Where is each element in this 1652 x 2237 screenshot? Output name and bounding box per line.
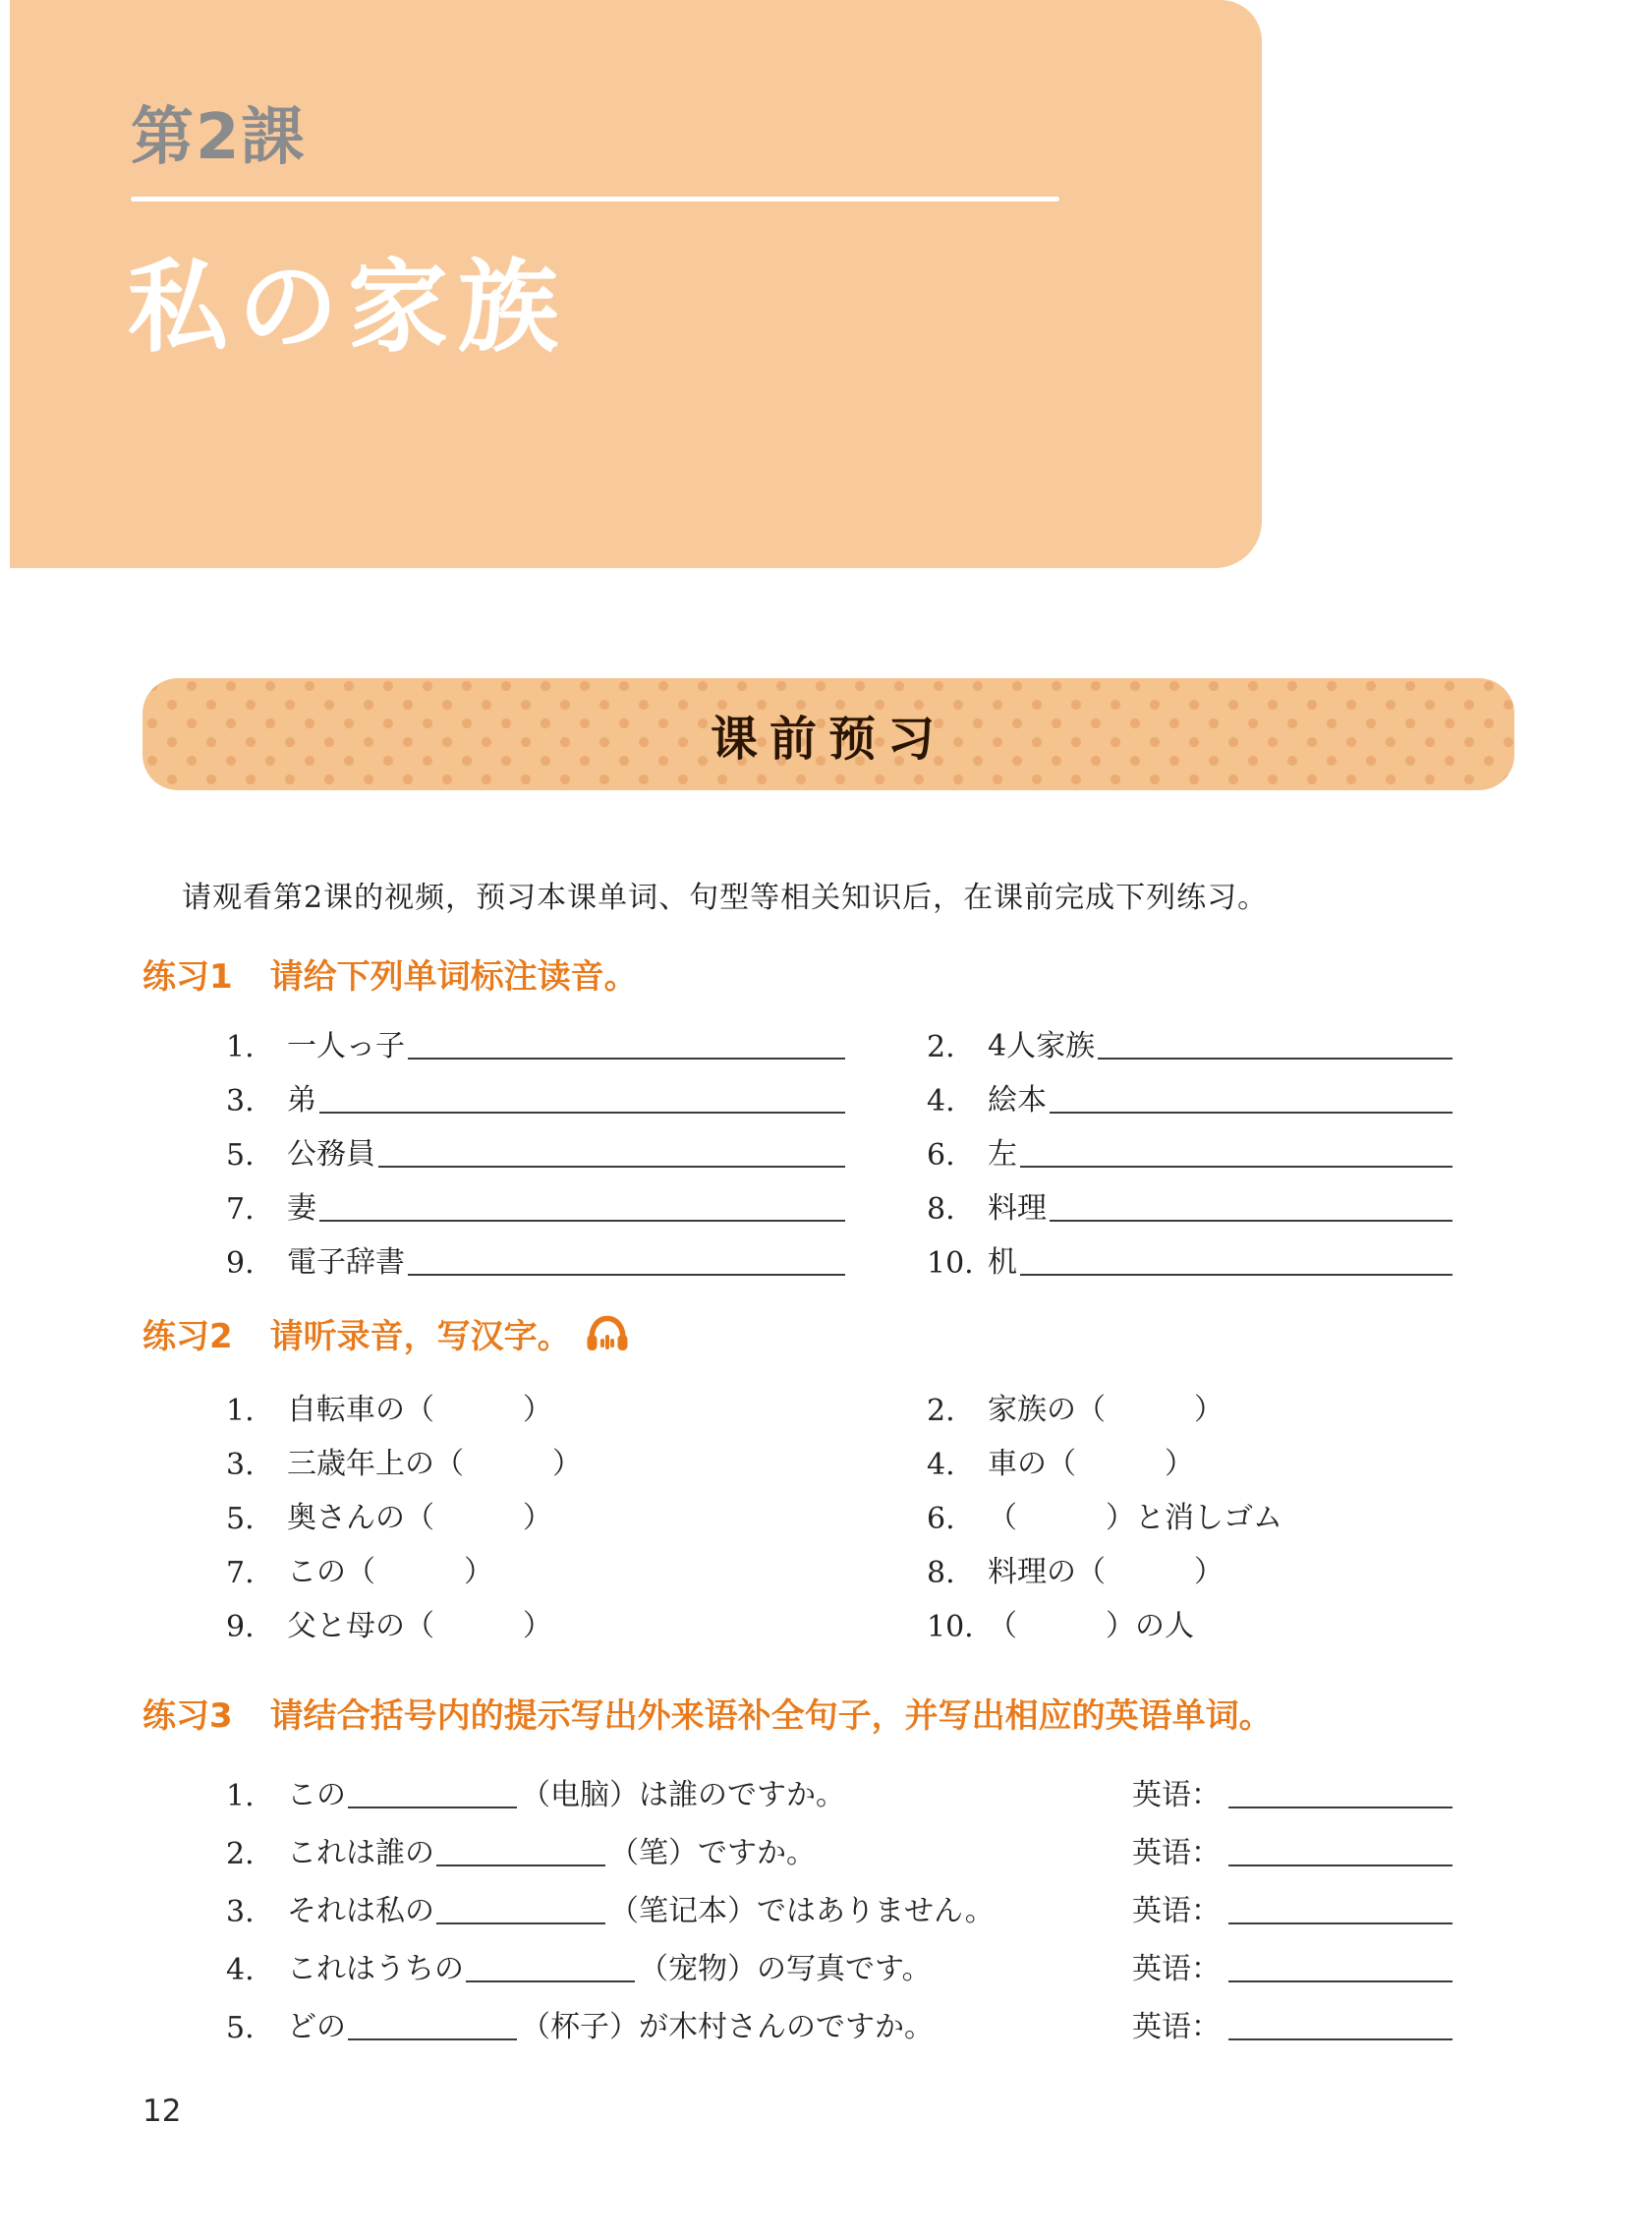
exercise2-instruction: 请听录音，写汉字。 — [269, 1317, 571, 1356]
english-answer: 英语： — [1132, 1828, 1453, 1871]
exercise2-item: 2. 家族の（ ） — [927, 1393, 1224, 1428]
answer-blank[interactable] — [436, 1864, 605, 1866]
intro-paragraph: 请观看第2课的视频，预习本课单词、句型等相关知识后，在课前完成下列练习。 — [182, 881, 1269, 915]
english-answer-blank[interactable] — [1228, 1807, 1453, 1808]
exercise2-item: 10. （ ）の人 — [927, 1609, 1194, 1644]
exercise1-heading — [142, 949, 638, 998]
exercise2-label: 练习2 — [142, 1317, 233, 1356]
exercise2-item: 5. 奥さんの（ ） — [226, 1501, 552, 1536]
english-answer-blank[interactable] — [1228, 2038, 1453, 2040]
english-answer-blank[interactable] — [1228, 1980, 1453, 1982]
answer-blank[interactable] — [348, 1807, 517, 1808]
exercise1-items — [226, 1010, 1453, 1281]
header-divider-line — [131, 197, 1059, 201]
headphones-icon[interactable] — [585, 1313, 630, 1358]
lesson-title: 私の家族 — [128, 250, 568, 367]
answer-blank[interactable] — [408, 1058, 845, 1060]
exercise2-item: 8. 料理の（ ） — [927, 1555, 1224, 1590]
exercise3-item: 4. これはうちの （宠物）の写真です。 英语： — [226, 1929, 1453, 1987]
exercise3-items — [226, 1755, 1453, 2045]
answer-blank[interactable] — [408, 1274, 845, 1276]
answer-blank[interactable] — [1020, 1166, 1453, 1168]
exercise3-instruction: 请结合括号内的提示写出外来语补全句子，并写出相应的英语单词。 — [269, 1696, 1273, 1736]
exercise1-item: 6. 左 — [927, 1118, 1453, 1173]
exercise1-item: 7. 妻 — [226, 1173, 845, 1227]
exercise3-item: 1. この （电脑）は誰のですか。 英语： — [226, 1755, 1453, 1813]
answer-blank[interactable] — [348, 2038, 517, 2040]
exercise3-item: 3. それは私の （笔记本）ではありません。 英语： — [226, 1871, 1453, 1929]
exercise3-heading — [142, 1689, 1273, 1737]
exercise1-item: 5. 公務員 — [226, 1118, 845, 1173]
lesson-number: 第2課 — [131, 101, 307, 174]
english-answer: 英语： — [1132, 1944, 1453, 1987]
exercise3-item: 2. これは誰の （笔）ですか。 英语： — [226, 1813, 1453, 1871]
exercise1-item: 8. 料理 — [927, 1173, 1453, 1227]
exercise1-item: 10. 机 — [927, 1227, 1453, 1281]
exercise2-heading — [142, 1309, 630, 1357]
exercise2-item: 3. 三歳年上の（ ） — [226, 1447, 582, 1482]
section-banner — [142, 678, 1514, 790]
exercise2-item: 1. 自転車の（ ） — [226, 1393, 552, 1428]
exercise3-label: 练习3 — [142, 1696, 233, 1736]
exercise1-label: 练习1 — [142, 957, 233, 997]
exercise1-item: 1. 一人っ子 — [226, 1010, 845, 1064]
exercise1-item: 9. 電子辞書 — [226, 1227, 845, 1281]
english-answer: 英语： — [1132, 1886, 1453, 1929]
english-answer: 英语： — [1132, 1770, 1453, 1813]
exercise2-item: 9. 父と母の（ ） — [226, 1609, 552, 1644]
page-number: 12 — [142, 2094, 182, 2129]
english-answer-blank[interactable] — [1228, 1922, 1453, 1924]
answer-blank[interactable] — [319, 1112, 845, 1114]
exercise2-item: 7. この（ ） — [226, 1555, 493, 1590]
exercise1-item: 2. 4人家族 — [927, 1010, 1453, 1064]
english-answer-blank[interactable] — [1228, 1864, 1453, 1866]
answer-blank[interactable] — [1098, 1058, 1453, 1060]
exercise2-items — [226, 1374, 1453, 1644]
answer-blank[interactable] — [378, 1166, 845, 1168]
lesson-header-block — [10, 0, 1262, 568]
exercise2-item: 4. 車の（ ） — [927, 1447, 1194, 1482]
answer-blank[interactable] — [1050, 1220, 1453, 1222]
answer-blank[interactable] — [466, 1980, 635, 1982]
english-answer: 英语： — [1132, 2002, 1453, 2045]
exercise1-item: 4. 絵本 — [927, 1064, 1453, 1118]
section-banner-label: 课前预习 — [710, 711, 946, 767]
answer-blank[interactable] — [1050, 1112, 1453, 1114]
exercise1-item: 3. 弟 — [226, 1064, 845, 1118]
answer-blank[interactable] — [1020, 1274, 1453, 1276]
exercise2-item: 6. （ ）と消しゴム — [927, 1501, 1282, 1536]
answer-blank[interactable] — [319, 1220, 845, 1222]
exercise1-instruction: 请给下列单词标注读音。 — [269, 957, 638, 997]
exercise3-item: 5. どの （杯子）が木村さんのですか。 英语： — [226, 1987, 1453, 2045]
answer-blank[interactable] — [436, 1922, 605, 1924]
